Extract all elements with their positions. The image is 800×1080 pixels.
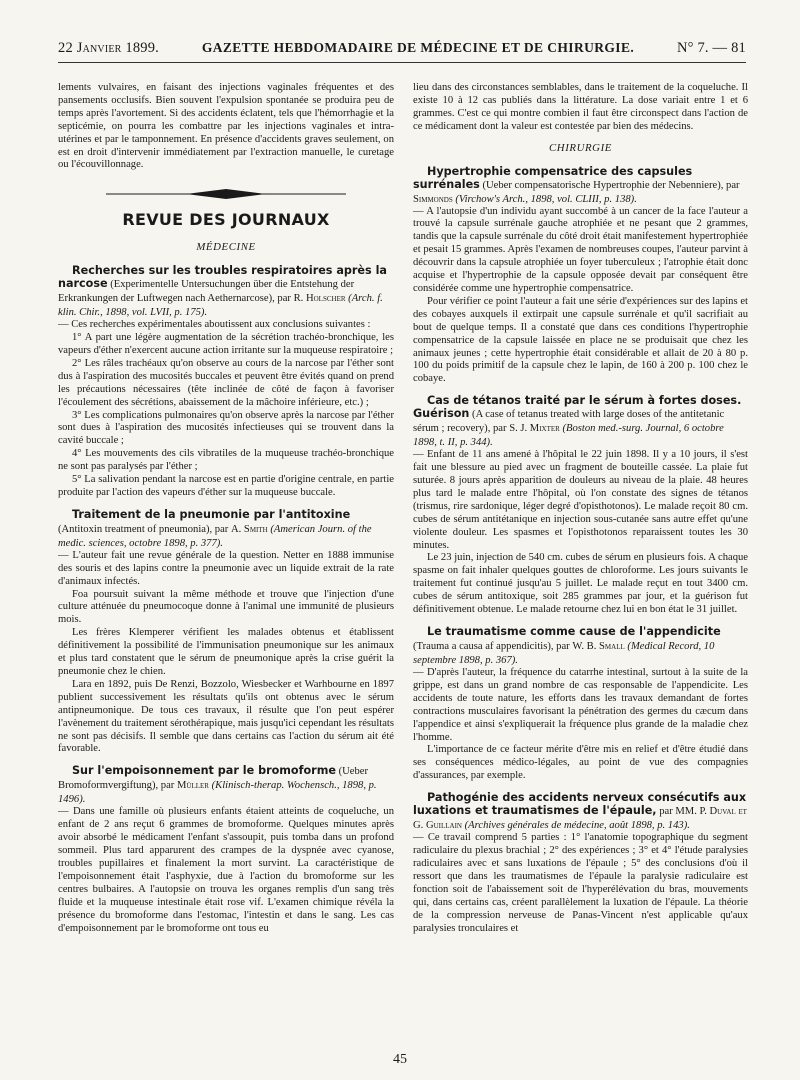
article-heading <box>413 625 748 667</box>
article-title: Recherches sur les troubles respiratoires après la narcose <box>58 264 387 291</box>
page-number: 45 <box>393 1052 407 1067</box>
article-subtitle: par MM. <box>656 806 700 818</box>
article-subtitle: (Experimentelle Untersuchungen über die Entstehung der Erkrankungen der Luftwegen nach Aethernarcose), par <box>58 279 355 305</box>
article-paragraph: — D'après l'auteur, la fréquence du catarrhe intestinal, surtout à la suite de la grippe, est dans un grand nombre de cas responsable de l'appendicite. Les accidents de toute nature, les efforts dans les travaux demandant de fortes contractions musculaires favorisant la pénétration des germes du cæcum dans l'appendice et ainsi s'expliquerait la fréquence plus grande de la maladie chez l'homme. <box>413 667 748 743</box>
article-tetanus-serum <box>413 394 748 617</box>
subsection-medecine: MÉDECINE <box>196 241 256 254</box>
running-header <box>58 40 746 63</box>
article-author: P. Duval et G. Guillain <box>413 806 747 832</box>
article-author: S. J. Mixter <box>509 423 560 435</box>
article-point: 3° Les complications pulmonaires qu'on observe après la narcose par l'éther sont dues à l'aspiration des mucosités infectieuses qui se trouvent dans la cavité buccale ; <box>58 409 394 447</box>
article-point: 4° Les mouvements des cils vibratiles de la muqueuse trachéo-bronchique ne sont pas paralysés par l'éther ; <box>58 448 394 473</box>
section-divider-ornament <box>106 188 346 200</box>
article-subtitle: (A case of tetanus treated with large doses of the antitetanic sérum ; recovery), par <box>413 409 725 435</box>
continuation-paragraph: lieu dans des circonstances semblables, dans le traitement de la coqueluche. Il existe 10 à 12 cas publiés dans la littérature. La dose variait entre 1 et 6 grammes. C'est ce qui montre combien il faut être circonspect dans l'action de ce médicament dont la valeur est contestée par bien des médecins. <box>413 82 748 132</box>
article-reference: (Medical Record, 10 septembre 1898, p. 367). <box>413 641 715 666</box>
article-reference: (Klinisch-therap. Wochensch., 1898, p. 1496). <box>58 780 377 806</box>
article-subtitle: (Trauma a causa af appendicitis), par <box>413 641 573 652</box>
article-reference: (Archives générales de médecine, août 1898, p. 143). <box>461 820 690 832</box>
right-column <box>413 82 748 935</box>
article-paragraph: — Enfant de 11 ans amené à l'hôpital le 22 juin 1898. Il y a 10 jours, il s'est fait une blessure au pied avec un fragment de bouteille cassée. La plaie fut suturée. 8 jours après apparition de douleurs au niveau de la plaie. 48 heures plus tard le malade entre l'hôpital, où l'on constate des signes de tétanos (trismus, rire sardonique, léger degré d'opisthotonos). Le malade reçoit 80 cm. cubes de sérum antitétanique en injection sous-cutanée sans autre effet qu'une violente douleur. Les spasmes et l'opisthotonos reparaissent toutes les 30 minutes. <box>413 449 748 551</box>
article-heading <box>413 165 748 206</box>
article-paragraph: — L'auteur fait une revue générale de la question. Netter en 1888 immunise des souris et des lapins contre la pneumonie avec un liquide extrait de la rate d'animaux infectés. <box>58 549 394 587</box>
article-paragraph: — Ce travail comprend 5 parties : 1° l'anatomie topographique du segment radiculaire du plexus brachial ; 2° des expériences ; 3° et 4° l'étude paralysies radiculaires avec et sans luxations de l'épaule ; 5° des conclusions d'où il ressort que dans les traumatismes de l'épaule la paralysie radiculaire est fonction soit de l'abaissement soit de l'hyperélévation du bras, mouvements qui, dans certains cas, créent parallèlement la luxation de l'épaule. La théorie de la compression nerveuse de Panas-Vincent n'est applicable qu'aux paralysies tronculaires et <box>413 832 748 934</box>
article-heading <box>58 764 394 806</box>
article-heading <box>58 508 394 550</box>
article-paragraph: Foa poursuit suivant la même méthode et trouve que l'injection d'une culture atténuée du pneumocoque donne à l'animal une immunité de plusieurs mois. <box>58 588 394 626</box>
article-point: 2° Les râles trachéaux qu'on observe au cours de la narcose par l'éther sont dus à l'aspiration des mucosités buccales et peuvent être évités quand on prend les précautions nécessaires (tête inclinée de côté de façon à favoriser l'écoulement des sécrétions, abaissement de la mâchoire inférieure, etc.) ; <box>58 357 394 408</box>
issue-number: N° 7. — 81 <box>676 40 746 56</box>
article-paragraph: Le 23 juin, injection de 540 cm. cubes de sérum en plusieurs fois. A chaque spasme on fait inhaler quelques gouttes de chloroforme. Les jours suivants le traitement fut continué jusqu'au 5 juillet. Le malade reçut en tout 3400 cm. cubes de sérum antitoxique, soit 285 grammes par jour, et la guérison fut définitivement obtenue. Le malade retourne chez lui en bon état le 31 juillet. <box>413 552 748 616</box>
article-title: Le traumatisme comme cause de l'appendicite <box>427 625 721 638</box>
article-paragraph: Les frères Klemperer vérifient les malades obtenus et établissent définitivement la possibilité de l'immunisation pneumonique sur les animaux et plus tard constatent que le sérum de pneumonique après la crise guérit la pneumonie chez le chien. <box>58 627 394 677</box>
article-paragraph: L'importance de ce facteur mérite d'être mis en relief et d'être étudié dans ses conséquences médico-légales, au point de vue des compagnies d'assurances, par exemple. <box>413 744 748 782</box>
issue-date: 22 Janvier 1899. <box>58 40 159 56</box>
article-reference: (Arch. f. klin. Chir., 1898, vol. LVII, p. 175). <box>58 293 383 319</box>
article-paragraph: Pour vérifier ce point l'auteur a fait une série d'expériences sur des lapins et des cobayes auxquels il extirpait une capsule surrénale et qu'il sacrifiait au bout de quelque temps. Il a constaté que dans ces conditions l'hypertrophie compensatrice de la capsule laissée en place ne se produisait que chez les animaux jeunes ; cette hypertrophie était considérable et allait de 20 à 80 p. 100 du poids primitif de la capsule chez le lapin, de 160 à 200 p. 100 chez le cobaye. <box>413 295 748 385</box>
article-subtitle: (Ueber compensatorische Hypertrophie der Nebenniere), par <box>479 179 740 191</box>
article-appendicitis-trauma <box>413 625 748 783</box>
article-heading <box>58 264 394 319</box>
article-reference: (Virchow's Arch., 1898, vol. CLIII, p. 138). <box>452 193 637 205</box>
article-author: Simmonds <box>413 193 453 205</box>
article-paragraph: — Dans une famille où plusieurs enfants étaient atteints de coqueluche, un enfant de 2 ans reçut 6 grammes de bromoforme. Quelques minutes après avoir absorbé le médicament l'enfant s'assoupit, puis tomba dans un profond sommeil. Plus tard apparurent des crampes de la dyspnée avec cyanose, troubles pupillaires et finalement la mort survint. La caractéristique de l'empoisonnement était l'asphyxie, due à l'action du bromoforme sur les centres bulbaires. A l'autopsie on trouva les organes remplis d'un sang très fluide et la muqueuse intestinale était rose vif. L'examen chimique révéla la présence du bromoforme dans l'estomac, l'intestin et dans le sang. Les cas d'empoisonnement par le bromoforme ont tous eu <box>58 806 394 934</box>
article-subtitle: (Antitoxin treatment of pneumonia), par <box>58 523 231 535</box>
intro-paragraph: lements vulvaires, en faisant des injections vaginales fréquentes et des pansements occlusifs. Bien souvent l'expulsion spontanée se produira peu de temps après l'avortement. Si des accidents éclatent, tels que l'hémorrhagie et la septicémie, on pourra les combattre par les injections vaginales et intra-utérines et par le tamponnement. En présence d'accidents graves seulement, on est en droit d'intervenir immédiatement par l'extraction manuelle, le curetage ou l'écouvillonnage. <box>58 82 394 171</box>
article-paragraph: Lara en 1892, puis De Renzi, Bozzolo, Wiesbecker et Warhbourne en 1897 publient successivement les résultats qu'ils ont obtenus avec le sérum antipneumonique. De tous ces travaux, il résulte que l'on peut espérer l'avènement du traitement sérothérapique, mais jusqu'ici cependant les résultats ne sont pas décisifs. Il semble que dans certains cas l'action du sérum ait été favorable. <box>58 678 394 755</box>
article-pneumonia-antitoxin <box>58 508 394 757</box>
left-column <box>58 82 394 935</box>
article-heading <box>413 394 748 449</box>
journal-title: GAZETTE HEBDOMADAIRE DE MÉDECINE ET DE CHIRURGIE. <box>201 40 635 55</box>
article-heading <box>413 791 748 832</box>
article-point: 5° La salivation pendant la narcose est en partie d'origine centrale, en partie produite par l'action des vapeurs d'éther sur la muqueuse buccale. <box>58 474 394 498</box>
article-title: Hypertrophie compensatrice des capsules surrénales <box>413 164 693 191</box>
article-paragraph: — A l'autopsie d'un individu ayant succombé à un cancer de la face l'auteur a trouvé la capsule surrénale gauche atrophiée et ne pesant que 2 grammes, tandis que la capsule surrénale du côté droit était manifestement hypertrophiée et pesait 15 grammes. Après l'examen de nombreuses coupes, l'auteur parvint à découvrir dans la capsule atrophiée un foyer tuberculeux ; l'atrophie était donc acquise et l'hypertrophie de la capsule opposée devait par conséquent être considérée comme une hypertrophie compensatrice. <box>413 205 748 294</box>
article-author: A. Smith <box>230 523 268 535</box>
article-bromoform <box>58 764 394 935</box>
article-author: Müller <box>176 780 209 792</box>
article-reference: (Boston med.-surg. Journal, 6 octobre 1898, t. II, p. 344). <box>413 423 724 449</box>
article-point: 1° A part une légère augmentation de la sécrétion trachéo-bronchique, les vapeurs d'éther n'exercent aucune action irritante sur la muqueuse respiratoire ; <box>58 332 394 356</box>
article-reference: (American Journ. of the medic. sciences, octobre 1898, p. 377). <box>58 523 372 549</box>
article-shoulder-nerve-injury <box>413 791 748 935</box>
article-lead: — Ces recherches expérimentales aboutissent aux conclusions suivantes : <box>58 319 371 331</box>
article-respiratory-narcosis <box>58 264 394 500</box>
article-author: W. B. Small <box>572 641 625 652</box>
article-title: Sur l'empoisonnement par le bromoforme <box>72 764 336 778</box>
article-title: Cas de tétanos traité par le sérum à fortes doses. Guérison <box>413 394 742 421</box>
article-title: Pathogénie des accidents nerveux consécutifs aux luxations et traumatismes de l'épaule, <box>413 791 747 818</box>
section-title: REVUE DES JOURNAUX <box>122 210 330 230</box>
article-adrenal-hypertrophy <box>413 165 748 387</box>
article-subtitle: (Ueber Bromoformvergiftung), par <box>58 766 369 792</box>
article-title: Traitement de la pneumonie par l'antitoxine <box>72 507 351 521</box>
article-author: R. Holscher <box>293 293 346 305</box>
subsection-chirurgie: CHIRURGIE <box>549 141 612 154</box>
